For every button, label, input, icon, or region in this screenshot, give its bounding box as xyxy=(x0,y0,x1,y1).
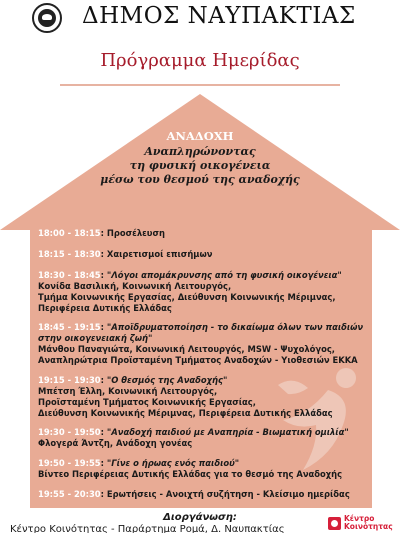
schedule-time: 19:50 - 19:55 xyxy=(38,458,101,468)
title-underline xyxy=(60,84,340,86)
schedule-time: 18:15 - 18:30 xyxy=(38,249,101,259)
talk-title: "Αναδοχή παιδιού με Αναπηρία - Βιωματική ομιλία" xyxy=(106,427,349,437)
program-subtitle-line-2: τη φυσική οικογένεια xyxy=(129,159,271,172)
speaker-line: Μάνθου Παναγιώτα, Κοινωνική Λειτουργός, MSW - Ψυχολόγος, xyxy=(38,344,335,354)
municipality-seal-icon xyxy=(32,3,62,33)
brand-line-2: Κοινότητας xyxy=(344,522,393,531)
speaker-line: Αναπληρώτρια Προϊσταμένη Τμήματος Αναδοχών - Υιοθεσιών ΕΚΚΑ xyxy=(38,355,358,365)
schedule-item: 19:55 - 20:30: Ερωτήσεις - Ανοιχτή συζήτηση - Κλείσιμο ημερίδας xyxy=(38,489,350,499)
header xyxy=(0,0,400,40)
program-heading: ΑΝΑΔΟΧΗ xyxy=(166,129,234,143)
talk-title: "Γίνε ο ήρωας ενός παιδιού" xyxy=(106,458,240,468)
talk-title: "Λόγοι απομάκρυνσης από τη φυσική οικογένεια" xyxy=(106,270,342,280)
speaker-line: Μπέτση Έλλη, Κοινωνική Λειτουργός, xyxy=(38,386,218,396)
schedule-time: 19:30 - 19:50 xyxy=(38,427,101,437)
organizer-name: Κέντρο Κοινότητας - Παράρτημα Ρομά, Δ. Ναυπακτίας xyxy=(10,524,285,533)
speaker-line: Βίντεο Περιφέρειας Δυτικής Ελλάδας για το θεσμό της Αναδοχής xyxy=(38,469,343,479)
talk-title: "Ο θεσμός της Αναδοχής" xyxy=(106,375,228,385)
brand-line-1: Κέντρο xyxy=(344,514,375,523)
speaker-line: Διεύθυνση Κοινωνικής Μέριμνας, Περιφέρεια Δυτικής Ελλάδας xyxy=(38,408,333,418)
community-center-logo xyxy=(328,515,400,533)
schedule-item: 18:15 - 18:30: Χαιρετισμοί επισήμων xyxy=(38,249,213,259)
schedule-time: 18:00 - 18:15 xyxy=(38,228,101,238)
schedule-item: 19:30 - 19:50: "Αναδοχή παιδιού με Αναπηρία - Βιωματική ομιλία" Φλογερά Άντζη, Ανάδοχη γονέας xyxy=(38,427,368,449)
schedule-item: 19:15 - 19:30: "Ο θεσμός της Αναδοχής" Μπέτση Έλλη, Κοινωνική Λειτουργός, Προϊσταμένη Τμήματος Κοινωνικής Εργασίας, Διεύθυνση Κοινωνικής Μέριμνας, Περιφέρεια Δυτικής Ελλάδας xyxy=(38,375,368,419)
speaker-line: Κονίδα Βασιλική, Κοινωνική Λειτουργός, xyxy=(38,281,232,291)
schedule-time: 19:15 - 19:30 xyxy=(38,375,101,385)
schedule-item: 18:30 - 18:45: "Λόγοι απομάκρυνσης από τη φυσική οικογένεια" Κονίδα Βασιλική, Κοινωνική Λειτουργός, Τμήμα Κοινωνικής Εργασίας, Διεύθυνση Κοινωνικής Μέριμνας, Περιφέρεια Δυτικής Ελλάδας xyxy=(38,270,368,314)
municipality-title: ΔΗΜΟΣ ΝΑΥΠΑΚΤΙΑΣ xyxy=(82,3,356,29)
program-subtitle-line-3: μέσω του θεσμού της αναδοχής xyxy=(100,173,300,186)
talk-title: "Αποϊδρυματοποίηση - το δικαίωμα όλων των παιδιών xyxy=(106,322,364,332)
organizer-label: Διοργάνωση: xyxy=(163,512,237,523)
schedule-item: 18:45 - 19:15: "Αποϊδρυματοποίηση - το δικαίωμα όλων των παιδιών στην οικογενειακή ζωή" Μάνθου Παναγιώτα, Κοινωνική Λειτουργός, MSW - Ψυχολόγος, Αναπληρώτρια Προϊσταμένη Τμήματος Αναδοχών - Υιοθεσιών ΕΚΚΑ xyxy=(38,322,368,366)
community-center-icon xyxy=(328,517,341,530)
schedule-text: Χαιρετισμοί επισήμων xyxy=(106,249,213,259)
program-subtitle-line-1: Αναπληρώνοντας xyxy=(144,145,256,158)
schedule-item: 19:50 - 19:55: "Γίνε ο ήρωας ενός παιδιού" Βίντεο Περιφέρειας Δυτικής Ελλάδας για το θεσμό της Αναδοχής xyxy=(38,458,368,480)
schedule-item: 18:00 - 18:15: Προσέλευση xyxy=(38,228,165,238)
schedule-text: Ερωτήσεις - Ανοιχτή συζήτηση - Κλείσιμο ημερίδας xyxy=(106,489,350,499)
schedule-time: 18:30 - 18:45 xyxy=(38,270,101,280)
schedule-text: Προσέλευση xyxy=(106,228,165,238)
speaker-line: Φλογερά Άντζη, Ανάδοχη γονέας xyxy=(38,438,193,448)
event-program-title: Πρόγραμμα Ημερίδας xyxy=(100,50,300,71)
speaker-line: Προϊσταμένη Τμήματος Κοινωνικής Εργασίας, xyxy=(38,397,256,407)
talk-title-cont: στην οικογενειακή ζωή" xyxy=(38,333,153,343)
speaker-line: Τμήμα Κοινωνικής Εργασίας, Διεύθυνση Κοινωνικής Μέριμνας, xyxy=(38,292,336,302)
schedule-time: 18:45 - 19:15 xyxy=(38,322,101,332)
schedule-time: 19:55 - 20:30 xyxy=(38,489,101,499)
speaker-line: Περιφέρεια Δυτικής Ελλάδας xyxy=(38,303,172,313)
